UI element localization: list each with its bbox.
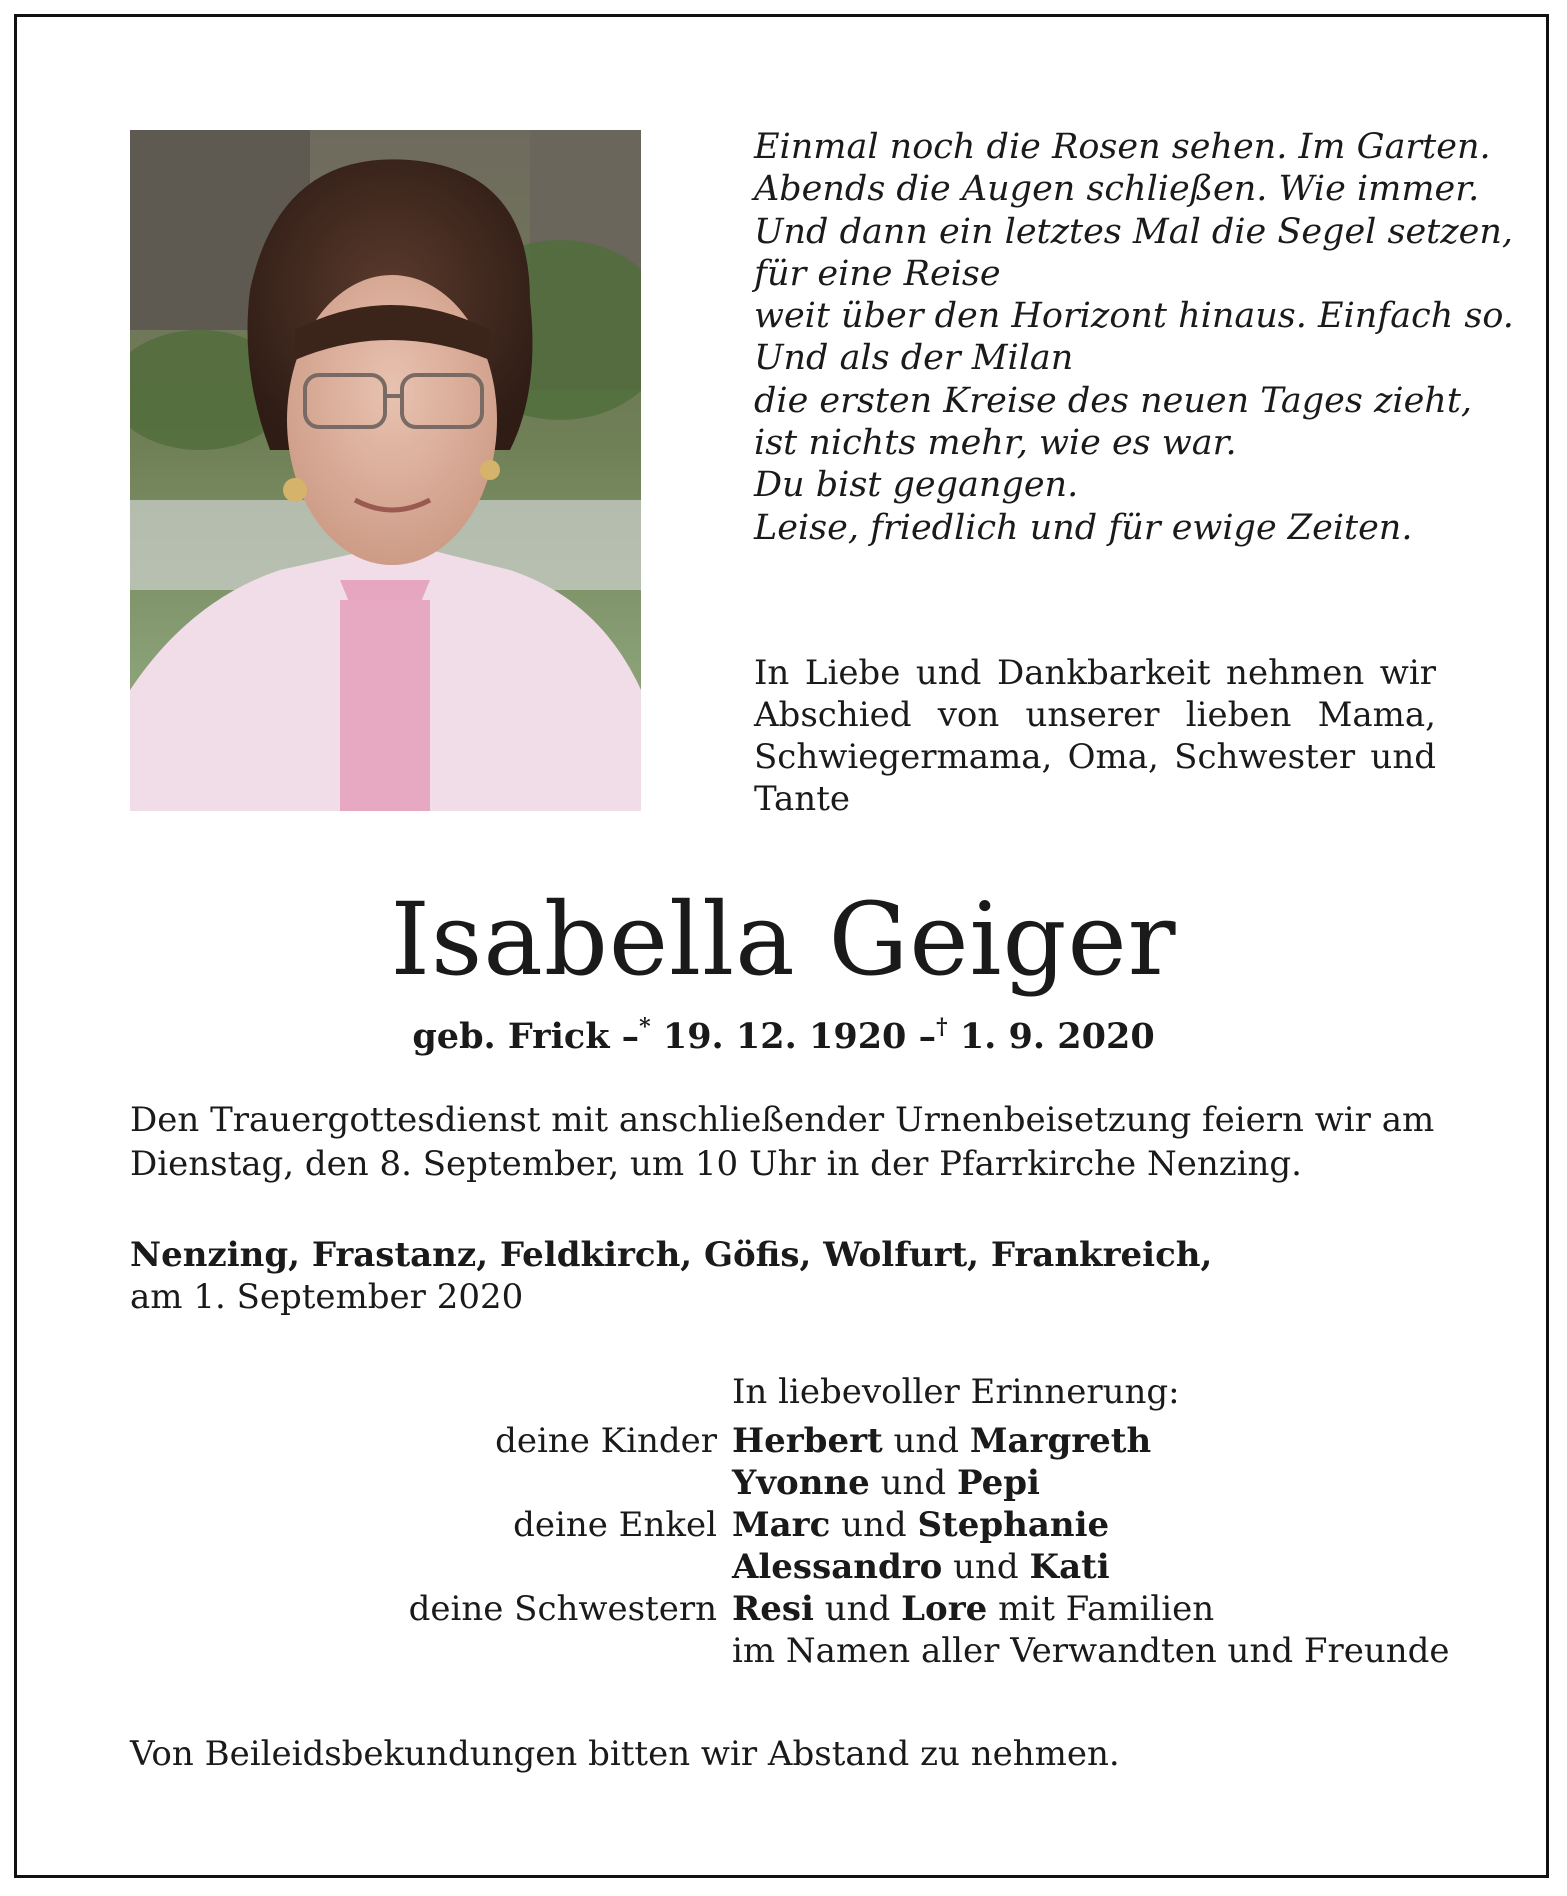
poem-line: Du bist gegangen. [754,465,1079,506]
birth-symbol: * [639,1014,651,1040]
and-word: und [893,1421,960,1461]
relative-name: Kati [1029,1547,1110,1587]
role-schwestern: deine Schwestern [408,1589,717,1629]
relative-name: Yvonne [732,1463,870,1503]
family-row [0,1504,1567,1546]
family-row [0,1462,1567,1504]
poem-line: Abends die Augen schließen. Wie immer. [754,169,1480,210]
poem-line: für eine Reise [754,253,1001,294]
poem-line: Leise, friedlich und für ewige Zeiten. [754,507,1413,548]
dates-line [0,1004,1567,1060]
poem-line: Und dann ein letztes Mal die Segel setzen, [754,211,1514,252]
service-text: Den Trauergottesdienst mit anschließender Urnenbeisetzung feiern wir am Dienstag, den 8. September, um 10 Uhr in der Pfarrkirche Nenzing. [130,1100,1435,1184]
family-row [0,1630,1567,1672]
memory-title: In liebevoller Erinnerung: [732,1372,1180,1412]
and-word: und [824,1589,891,1629]
relative-name: Pepi [956,1463,1040,1503]
places: Nenzing, Frastanz, Feldkirch, Göfis, Wolfurt, Frankreich, [130,1235,1213,1275]
poem [754,126,1514,549]
poem-line: Einmal noch die Rosen sehen. Im Garten. [754,127,1491,167]
poem-line: die ersten Kreise des neuen Tages zieht, [754,380,1473,421]
role-kinder: deine Kinder [495,1421,717,1461]
relative-name: Lore [901,1589,988,1629]
date-line: am 1. September 2020 [130,1277,524,1317]
role-enkel: deine Enkel [513,1505,717,1545]
family-names [732,1504,1109,1546]
relative-name: Resi [732,1589,814,1629]
relative-name: Stephanie [917,1505,1110,1545]
poem-line: Und als der Milan [754,338,1074,379]
closing-text: Von Beileidsbekundungen bitten wir Abstand zu nehmen. [130,1734,1120,1774]
relative-name: Herbert [732,1421,883,1461]
birth-date: 19. 12. 1920 [662,1016,907,1057]
family-row [0,1420,1567,1462]
poem-line: ist nichts mehr, wie es war. [754,423,1237,464]
death-date: 1. 9. 2020 [959,1016,1155,1057]
all-relatives: im Namen aller Verwandten und Freunde [732,1631,1450,1671]
death-symbol: † [936,1014,948,1040]
family-names [732,1588,1214,1630]
intro-text: In Liebe und Dankbarkeit nehmen wir Abschied von unserer lieben Mama, Schwiegermama, Oma, Schwester und Tante [754,653,1436,819]
deceased-name: Isabella Geiger [390,881,1177,998]
dash: – [918,1016,937,1057]
dash: – [621,1016,640,1057]
relative-name: Marc [732,1505,831,1545]
and-word: und [841,1505,907,1545]
families-suffix: mit Familien [998,1589,1215,1629]
and-word: und [880,1463,947,1503]
family-row [0,1546,1567,1588]
portrait-photo [130,130,641,811]
family-row [0,1588,1567,1630]
family-names [732,1462,1040,1504]
places-block [130,1234,1440,1318]
family-names [732,1420,1151,1462]
maiden-name: geb. Frick [412,1016,610,1057]
relative-name: Margreth [969,1421,1152,1461]
family-names [732,1546,1110,1588]
and-word: und [953,1547,1019,1587]
poem-line: weit über den Horizont hinaus. Einfach so. [754,296,1514,337]
relative-name: Alessandro [732,1547,943,1587]
